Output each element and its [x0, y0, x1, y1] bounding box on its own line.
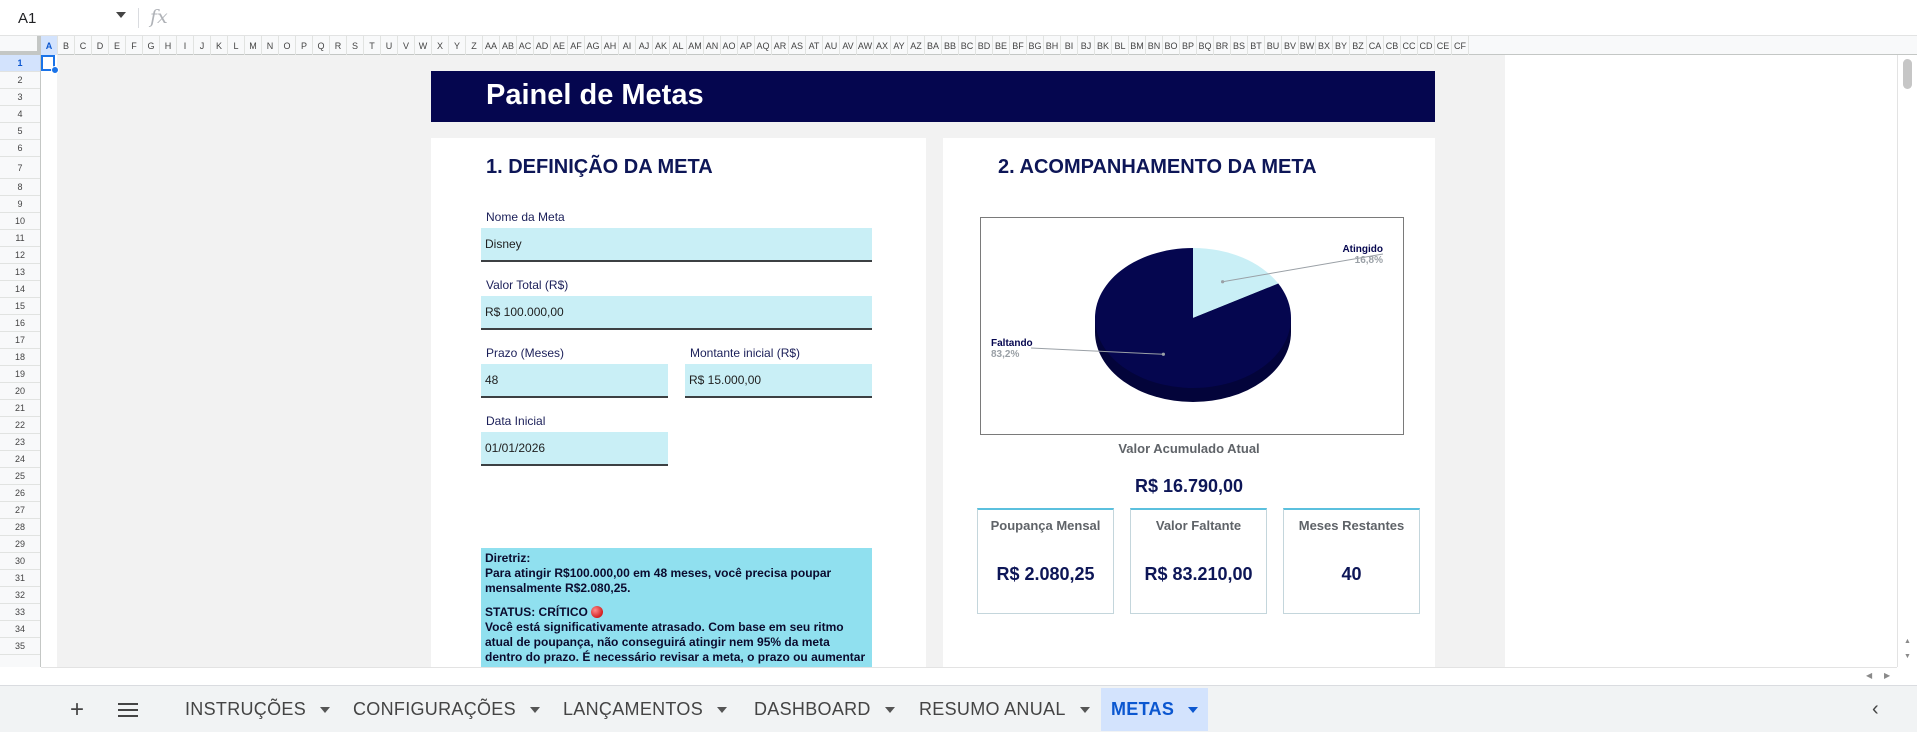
column-header-ar[interactable]: AR [772, 36, 789, 55]
kpi-label: Valor Faltante [1155, 518, 1242, 533]
column-header-ac[interactable]: AC [517, 36, 534, 55]
column-header-n[interactable]: N [262, 36, 279, 55]
column-header-a[interactable]: A [41, 36, 58, 55]
all-sheets-menu-icon[interactable] [118, 703, 138, 717]
sheet-tab-1[interactable] [175, 688, 340, 731]
column-header-f[interactable]: F [126, 36, 143, 55]
row-header-bar [0, 55, 41, 667]
column-header-l[interactable]: L [228, 36, 245, 55]
column-header-ai[interactable]: AI [619, 36, 636, 55]
section-heading: 1. DEFINIÇÃO DA META [486, 156, 713, 178]
sheet-tab-3[interactable] [553, 688, 737, 731]
guideline-title: Diretriz: [485, 551, 531, 565]
column-header-z[interactable]: Z [466, 36, 483, 55]
column-header-af[interactable]: AF [568, 36, 585, 55]
column-header-b[interactable]: B [58, 36, 75, 55]
column-header-by[interactable]: BY [1333, 36, 1350, 55]
column-header-an[interactable]: AN [704, 36, 721, 55]
sheet-tab-label: METAS [1111, 699, 1175, 719]
column-header-bm[interactable]: BM [1129, 36, 1146, 55]
scroll-thumb[interactable] [1903, 59, 1912, 89]
column-header-bf[interactable]: BF [1010, 36, 1027, 55]
start-date-label: Data Inicial [486, 414, 546, 428]
column-header-ca[interactable]: CA [1367, 36, 1384, 55]
column-header-bo[interactable]: BO [1163, 36, 1180, 55]
fx-icon: fx [150, 6, 168, 28]
kpi-label: Meses Restantes [1298, 518, 1405, 533]
column-header-k[interactable]: K [211, 36, 228, 55]
row-header-34[interactable]: 34 [0, 621, 40, 638]
goal-definition-card [431, 138, 926, 667]
formula-bar [0, 0, 1917, 36]
column-header-aj[interactable]: AJ [636, 36, 653, 55]
chevron-down-icon[interactable] [1080, 707, 1090, 713]
row-header-32[interactable]: 32 [0, 587, 40, 604]
status-text: Você está significativamente atrasado. Com base em seu ritmo atual de poupança, não conseguirá atingir nem 95% da meta dentro do prazo. É necessário revisar a meta, o prazo ou aumentar [485, 620, 866, 664]
sheet-tab-label: LANÇAMENTOS [563, 699, 703, 719]
column-header-bd[interactable]: BD [976, 36, 993, 55]
term-label: Prazo (Meses) [486, 346, 565, 360]
row-header-21[interactable]: 21 [0, 400, 40, 417]
row-header-2[interactable]: 2 [0, 72, 40, 89]
slice-label: Faltando [991, 338, 1033, 349]
kpi-label: Poupança Mensal [990, 518, 1101, 533]
column-header-ap[interactable]: AP [738, 36, 755, 55]
initial-amount-label: Montante inicial (R$) [690, 346, 801, 360]
row-header-27[interactable]: 27 [0, 502, 40, 519]
row-header-5[interactable]: 5 [0, 123, 40, 140]
chevron-down-icon[interactable] [530, 707, 540, 713]
row-header-16[interactable]: 16 [0, 315, 40, 332]
column-header-bz[interactable]: BZ [1350, 36, 1367, 55]
term-field[interactable]: 48 [481, 364, 668, 398]
row-header-25[interactable]: 25 [0, 468, 40, 485]
row-header-35[interactable]: 35 [0, 638, 40, 655]
initial-amount-field[interactable]: R$ 15.000,00 [685, 364, 872, 398]
column-header-ae[interactable]: AE [551, 36, 568, 55]
row-header-17[interactable]: 17 [0, 332, 40, 349]
column-header-j[interactable]: J [194, 36, 211, 55]
row-header-14[interactable]: 14 [0, 281, 40, 298]
row-header-12[interactable]: 12 [0, 247, 40, 264]
column-header-as[interactable]: AS [789, 36, 806, 55]
sheet-tab-label: DASHBOARD [754, 699, 871, 719]
column-header-d[interactable]: D [92, 36, 109, 55]
column-header-i[interactable]: I [177, 36, 194, 55]
row-header-7[interactable]: 7 [0, 157, 40, 179]
kpi-remaining-value [1130, 508, 1267, 614]
row-header-6[interactable]: 6 [0, 140, 40, 157]
sheet-tab-2[interactable] [343, 688, 550, 731]
chevron-down-icon[interactable] [885, 707, 895, 713]
column-header-au[interactable]: AU [823, 36, 840, 55]
column-header-t[interactable]: T [364, 36, 381, 55]
column-header-aq[interactable]: AQ [755, 36, 772, 55]
column-header-bu[interactable]: BU [1265, 36, 1282, 55]
column-header-bv[interactable]: BV [1282, 36, 1299, 55]
column-header-s[interactable]: S [347, 36, 364, 55]
column-header-cf[interactable]: CF [1452, 36, 1469, 55]
column-header-y[interactable]: Y [449, 36, 466, 55]
chevron-down-icon[interactable] [320, 707, 330, 713]
leader-dot [1221, 280, 1224, 283]
column-header-ag[interactable]: AG [585, 36, 602, 55]
total-value-label: Valor Total (R$) [486, 278, 569, 292]
name-box[interactable] [18, 7, 126, 29]
column-header-bt[interactable]: BT [1248, 36, 1265, 55]
goal-name-field[interactable]: Disney [481, 228, 872, 262]
leader-dot [1162, 353, 1165, 356]
column-header-aw[interactable]: AW [857, 36, 874, 55]
column-letters [41, 36, 1469, 55]
chevron-left-icon[interactable]: ‹ [1872, 698, 1879, 720]
column-header-o[interactable]: O [279, 36, 296, 55]
sheet-tab-label: INSTRUÇÕES [185, 699, 307, 719]
row-header-19[interactable]: 19 [0, 366, 40, 383]
row-header-23[interactable]: 23 [0, 434, 40, 451]
column-header-q[interactable]: Q [313, 36, 330, 55]
row-header-26[interactable]: 26 [0, 485, 40, 502]
column-header-am[interactable]: AM [687, 36, 704, 55]
row-header-30[interactable]: 30 [0, 553, 40, 570]
chevron-down-icon[interactable] [116, 12, 126, 18]
add-sheet-icon[interactable]: + [70, 696, 85, 723]
column-header-p[interactable]: P [296, 36, 313, 55]
column-header-br[interactable]: BR [1214, 36, 1231, 55]
row-header-24[interactable]: 24 [0, 451, 40, 468]
goal-name-label: Nome da Meta [486, 210, 565, 224]
column-header-al[interactable]: AL [670, 36, 687, 55]
row-header-3[interactable]: 3 [0, 89, 40, 106]
row-header-18[interactable]: 18 [0, 349, 40, 366]
column-header-bs[interactable]: BS [1231, 36, 1248, 55]
column-header-bc[interactable]: BC [959, 36, 976, 55]
row-header-13[interactable]: 13 [0, 264, 40, 281]
column-header-ax[interactable]: AX [874, 36, 891, 55]
sheet-tab-5[interactable] [909, 688, 1100, 731]
accumulated-value: R$ 16.790,00 [1134, 476, 1244, 496]
column-header-bp[interactable]: BP [1180, 36, 1197, 55]
column-header-ad[interactable]: AD [534, 36, 551, 55]
column-header-e[interactable]: E [109, 36, 126, 55]
column-header-at[interactable]: AT [806, 36, 823, 55]
scroll-down-icon[interactable]: ▼ [1904, 653, 1911, 660]
vertical-scrollbar[interactable] [1897, 55, 1917, 667]
row-header-1[interactable]: 1 [0, 55, 40, 72]
cell-reference: A1 [18, 9, 37, 27]
column-header-ao[interactable]: AO [721, 36, 738, 55]
pie-chart-svg [981, 218, 1405, 436]
row-header-33[interactable]: 33 [0, 604, 40, 621]
kpi-value: R$ 2.080,25 [996, 564, 1095, 584]
column-header-v[interactable]: V [398, 36, 415, 55]
row-header-11[interactable]: 11 [0, 230, 40, 247]
column-header-bw[interactable]: BW [1299, 36, 1316, 55]
column-header-w[interactable]: W [415, 36, 432, 55]
column-header-bj[interactable]: BJ [1078, 36, 1095, 55]
column-header-bg[interactable]: BG [1027, 36, 1044, 55]
fill-handle[interactable] [51, 66, 59, 74]
sheet-tab-bar [0, 685, 1917, 732]
slice-percent: 16,8% [1354, 255, 1383, 266]
column-header-bar [0, 36, 1917, 55]
column-header-bk[interactable]: BK [1095, 36, 1112, 55]
row-header-20[interactable]: 20 [0, 383, 40, 400]
kpi-remaining-months [1283, 508, 1420, 614]
column-header-bx[interactable]: BX [1316, 36, 1333, 55]
column-header-cd[interactable]: CD [1418, 36, 1435, 55]
accumulated-label: Valor Acumulado Atual [1118, 441, 1260, 456]
column-header-u[interactable]: U [381, 36, 398, 55]
goal-tracking-card [943, 138, 1435, 667]
column-header-x[interactable]: X [432, 36, 449, 55]
chevron-down-icon[interactable] [717, 707, 727, 713]
sheet-tab-4[interactable] [744, 688, 905, 731]
status-line [485, 605, 868, 620]
row-header-15[interactable]: 15 [0, 298, 40, 315]
scroll-up-icon[interactable]: ▲ [1904, 638, 1911, 645]
sheet-tab-label: RESUMO ANUAL [919, 699, 1066, 719]
sheet-grid[interactable] [41, 55, 1897, 667]
column-header-cc[interactable]: CC [1401, 36, 1418, 55]
column-header-h[interactable]: H [160, 36, 177, 55]
dashboard-title-bar [431, 71, 1435, 122]
divider [138, 8, 139, 28]
slice-label: Atingido [1342, 244, 1383, 255]
row-header-22[interactable]: 22 [0, 417, 40, 434]
column-header-ak[interactable]: AK [653, 36, 670, 55]
kpi-value: R$ 83.210,00 [1144, 564, 1253, 584]
pie-chart[interactable] [980, 217, 1404, 435]
sheet-tab-label: CONFIGURAÇÕES [353, 699, 516, 719]
column-header-c[interactable]: C [75, 36, 92, 55]
slice-percent: 83,2% [991, 349, 1020, 360]
guideline-text: Para atingir R$100.000,00 em 48 meses, você precisa poupar mensalmente R$2.080,25. [485, 566, 832, 595]
column-header-m[interactable]: M [245, 36, 262, 55]
kpi-value: 40 [1341, 564, 1362, 584]
horizontal-scrollbar[interactable] [41, 667, 1897, 685]
row-header-31[interactable]: 31 [0, 570, 40, 587]
column-header-bh[interactable]: BH [1044, 36, 1061, 55]
start-date-field[interactable]: 01/01/2026 [481, 432, 668, 466]
column-header-g[interactable]: G [143, 36, 160, 55]
column-header-bq[interactable]: BQ [1197, 36, 1214, 55]
sheet-tab-6[interactable] [1101, 688, 1208, 731]
column-header-bn[interactable]: BN [1146, 36, 1163, 55]
total-value-field[interactable]: R$ 100.000,00 [481, 296, 872, 330]
column-header-ba[interactable]: BA [925, 36, 942, 55]
column-header-av[interactable]: AV [840, 36, 857, 55]
row-header-9[interactable]: 9 [0, 196, 40, 213]
red-circle-icon [591, 606, 603, 618]
row-header-29[interactable]: 29 [0, 536, 40, 553]
column-header-ce[interactable]: CE [1435, 36, 1452, 55]
column-header-ay[interactable]: AY [891, 36, 908, 55]
column-header-az[interactable]: AZ [908, 36, 925, 55]
column-header-ab[interactable]: AB [500, 36, 517, 55]
row-header-10[interactable]: 10 [0, 213, 40, 230]
select-all-corner[interactable] [0, 36, 41, 55]
column-header-ah[interactable]: AH [602, 36, 619, 55]
page-title: Painel de Metas [486, 79, 704, 111]
column-header-bl[interactable]: BL [1112, 36, 1129, 55]
column-header-cb[interactable]: CB [1384, 36, 1401, 55]
kpi-monthly-savings [977, 508, 1114, 614]
chevron-down-icon[interactable] [1188, 707, 1198, 713]
section-heading: 2. ACOMPANHAMENTO DA META [998, 156, 1317, 178]
column-header-be[interactable]: BE [993, 36, 1010, 55]
status-title: STATUS: CRÍTICO [485, 605, 588, 619]
column-header-aa[interactable]: AA [483, 36, 500, 55]
scroll-left-icon[interactable]: ◀ [1866, 671, 1873, 680]
scroll-right-icon[interactable]: ▶ [1884, 671, 1891, 680]
row-header-4[interactable]: 4 [0, 106, 40, 123]
column-header-r[interactable]: R [330, 36, 347, 55]
column-header-bb[interactable]: BB [942, 36, 959, 55]
row-header-8[interactable]: 8 [0, 179, 40, 196]
column-header-bi[interactable]: BI [1061, 36, 1078, 55]
row-header-28[interactable]: 28 [0, 519, 40, 536]
